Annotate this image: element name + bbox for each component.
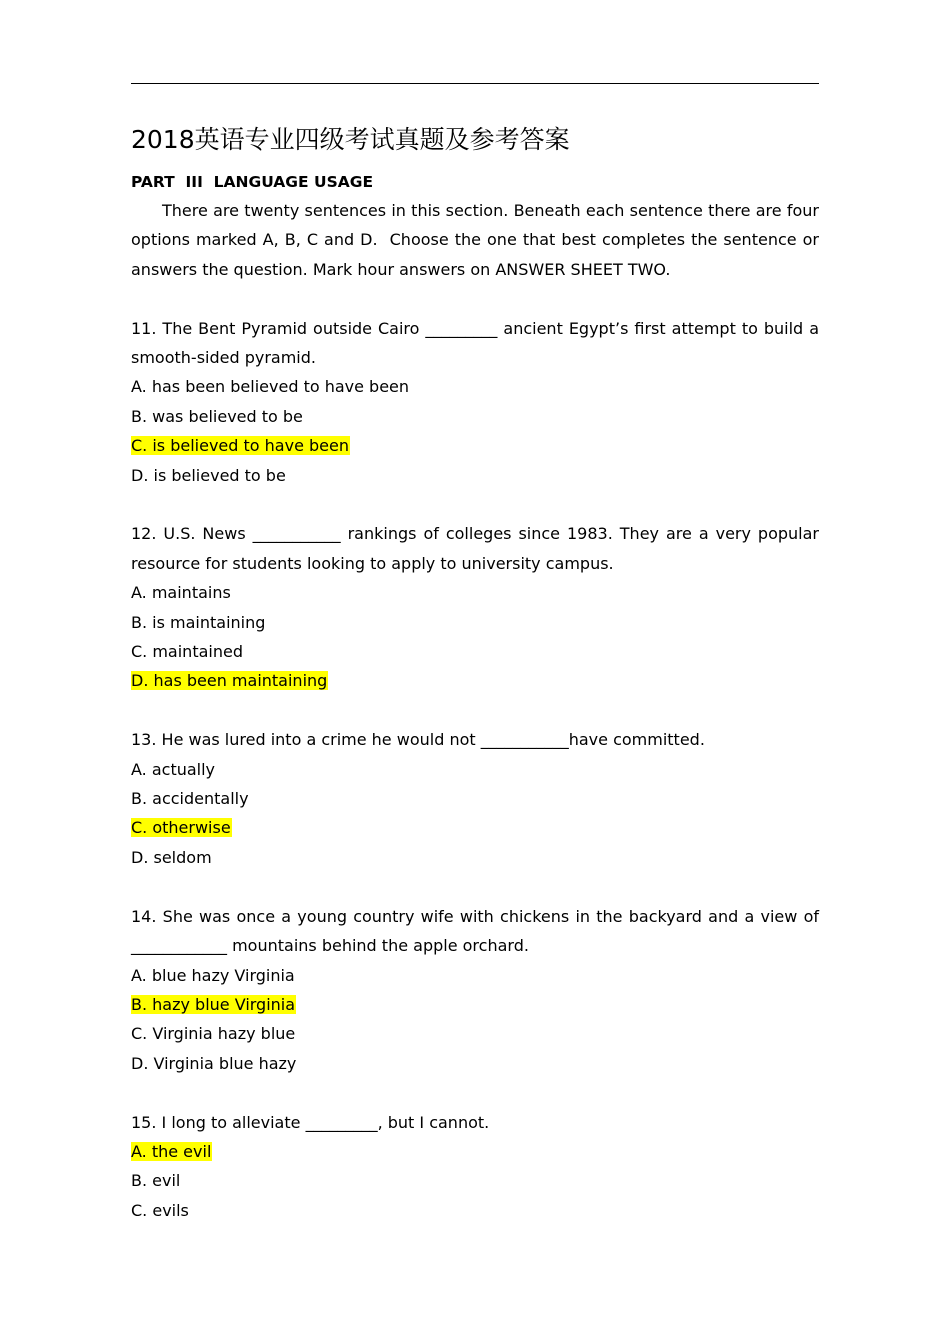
option-text: C. evils	[131, 1200, 189, 1220]
question-stem: 12. U.S. News ___________ rankings of colleges since 1983. They are a very popular resource for students looking to apply to university campus.	[131, 524, 819, 573]
question-14	[131, 902, 819, 1078]
option-d-answer	[131, 666, 819, 695]
option-a-answer	[131, 1137, 819, 1166]
option-text: A. blue hazy Virginia	[131, 965, 295, 985]
option-b	[131, 1166, 819, 1195]
answer-highlight: B. hazy blue Virginia	[131, 994, 296, 1014]
option-text: B. was believed to be	[131, 406, 303, 426]
option-d	[131, 461, 819, 490]
option-text: C. maintained	[131, 642, 243, 662]
option-b-answer	[131, 990, 819, 1019]
answer-highlight: C. is believed to have been	[131, 436, 349, 456]
option-b	[131, 608, 819, 637]
option-a	[131, 961, 819, 990]
option-c-answer	[131, 431, 819, 460]
option-a	[131, 372, 819, 401]
question-stem: 11. The Bent Pyramid outside Cairo _________ ancient Egypt’s first attempt to build a smooth-sided pyramid.	[131, 318, 819, 368]
answer-highlight: A. the evil	[131, 1141, 212, 1161]
option-text: D. Virginia blue hazy	[131, 1053, 297, 1073]
option-text: A. actually	[131, 759, 216, 779]
option-b	[131, 784, 819, 813]
question-13	[131, 725, 819, 872]
option-c-answer	[131, 813, 819, 842]
document-title: 2018英语专业四级考试真题及参考答案	[131, 125, 570, 154]
instructions-paragraph: There are twenty sentences in this section. Beneath each sentence there are four options marked A, B, C and D. Choose the one that best completes the sentence or answers the question. Mark hour answers on ANSWER SHEET TWO.	[131, 201, 825, 279]
option-text: B. accidentally	[131, 789, 249, 809]
question-11	[131, 314, 819, 490]
option-text: A. has been believed to have been	[131, 377, 410, 397]
section-heading: PART III LANGUAGE USAGE	[131, 173, 374, 191]
option-text: D. seldom	[131, 847, 212, 867]
option-text: C. Virginia hazy blue	[131, 1024, 296, 1044]
option-c	[131, 1019, 819, 1048]
option-text: B. is maintaining	[131, 612, 266, 632]
option-text: D. is believed to be	[131, 465, 286, 485]
question-12	[131, 519, 819, 695]
question-stem: 15. I long to alleviate _________, but I cannot.	[131, 1112, 490, 1132]
option-text: A. maintains	[131, 583, 231, 603]
option-c	[131, 1196, 819, 1225]
option-c	[131, 637, 819, 666]
document-body	[131, 196, 825, 1225]
header-rule	[131, 83, 819, 84]
question-stem: 14. She was once a young country wife with chickens in the backyard and a view of ____________ mountains behind the apple orchard.	[131, 906, 819, 956]
question-stem: 13. He was lured into a crime he would not ___________have committed.	[131, 730, 705, 750]
answer-highlight: D. has been maintaining	[131, 671, 328, 691]
option-a	[131, 578, 819, 607]
option-b	[131, 402, 819, 431]
option-d	[131, 1049, 819, 1078]
option-text: B. evil	[131, 1171, 181, 1191]
question-15	[131, 1108, 819, 1226]
option-a	[131, 755, 819, 784]
answer-highlight: C. otherwise	[131, 818, 231, 838]
option-d	[131, 843, 819, 872]
